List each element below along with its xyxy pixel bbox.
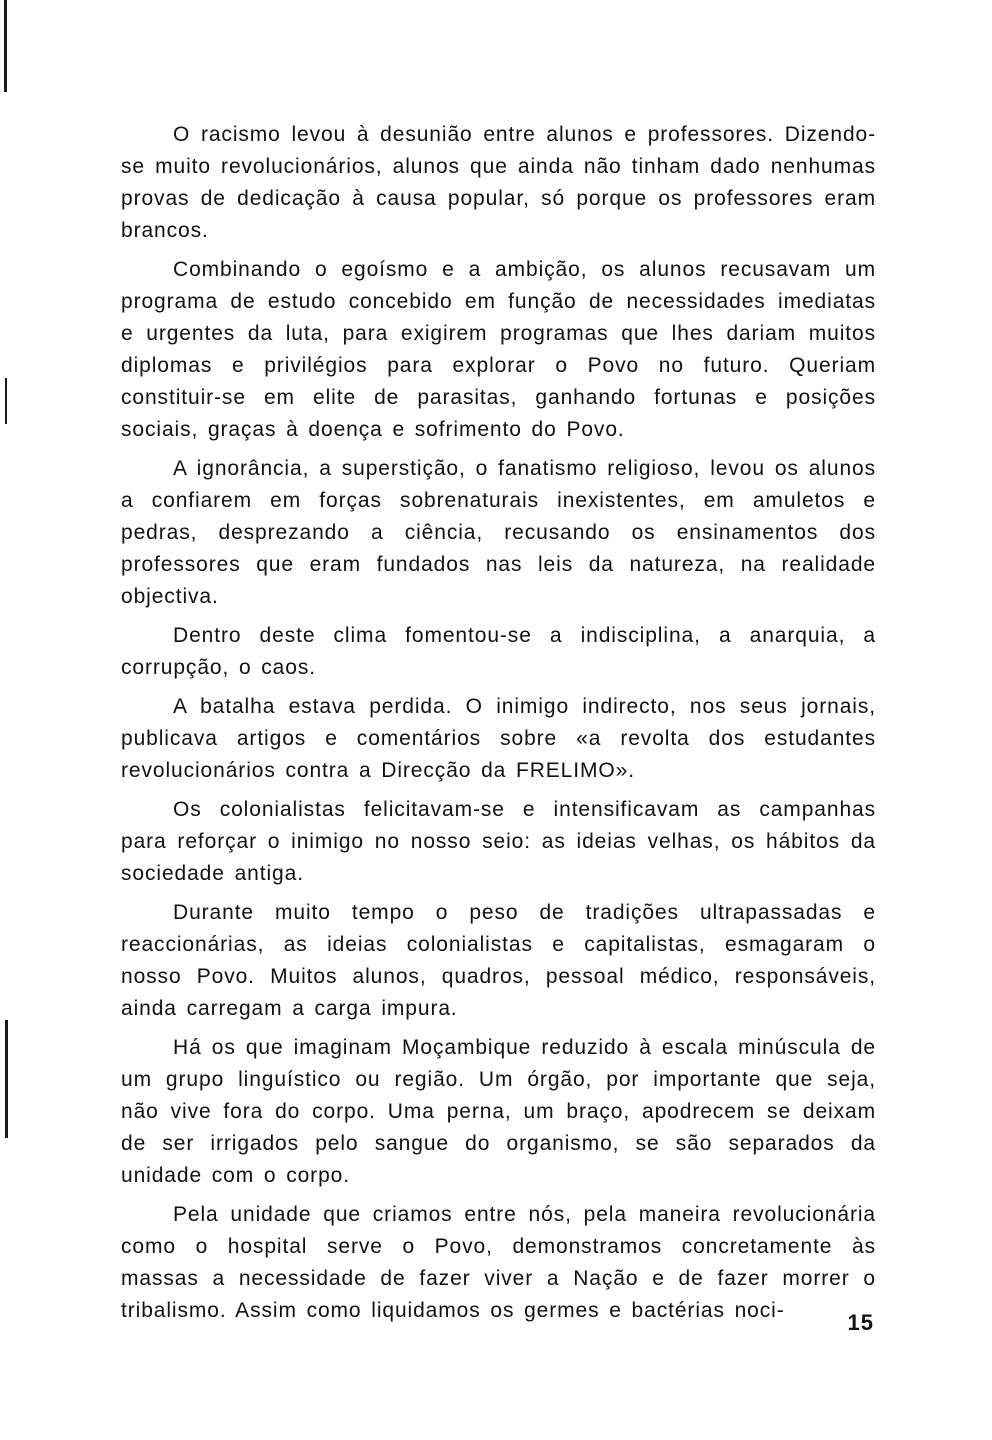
page-number: 15 (847, 1310, 874, 1335)
paragraph: Combinando o egoísmo e a ambição, os alunos recusavam um programa de estudo concebido em função de necessidades imediatas e urgentes da luta, para exigirem programas que lhes dariam muitos diplomas e privilégios para explorar o Povo no futuro. Queriam constituir-se em elite de parasitas, ganhando fortunas e posições sociais, graças à doença e sofrimento do Povo. (121, 258, 876, 441)
paragraph: A batalha estava perdida. O inimigo indirecto, nos seus jornais, publicava artigos e comentários sobre «a revolta dos estudantes revolucionários contra a Direcção da FRELIMO». (121, 695, 876, 782)
scan-margin-mark (5, 1020, 8, 1138)
scan-margin-mark (5, 378, 7, 424)
paragraph: Há os que imaginam Moçambique reduzido à escala minúscula de um grupo linguístico ou região. Um órgão, por importante que seja, não vive fora do corpo. Uma perna, um braço, apodrecem se deixam de ser irrigados pelo sangue do organismo, se são separados da unidade com o corpo. (121, 1036, 876, 1187)
paragraph: Pela unidade que criamos entre nós, pela maneira revolucionária como o hospital serve o Povo, demonstramos concretamente às massas a necessidade de fazer viver a Nação e de fazer morrer o tribalismo. Assim como liquidamos os germes e bactérias noci- (121, 1203, 876, 1322)
paragraph: A ignorância, a superstição, o fanatismo religioso, levou os alunos a confiarem em forças sobrenaturais inexistentes, em amuletos e pedras, desprezando a ciência, recusando os ensinamentos dos professores que eram fundados nas leis da natureza, na realidade objectiva. (121, 457, 876, 608)
scan-margin-mark (4, 0, 7, 92)
paragraph: Durante muito tempo o peso de tradições ultrapassadas e reaccionárias, as ideias colonialistas e capitalistas, esmagaram o nosso Povo. Muitos alunos, quadros, pessoal médico, responsáveis, ainda carregam a carga impura. (121, 901, 876, 1020)
paragraph: Dentro deste clima fomentou-se a indisciplina, a anarquia, a corrupção, o caos. (121, 624, 876, 679)
paragraph: O racismo levou à desunião entre alunos e professores. Dizendo-se muito revolucionários, alunos que ainda não tinham dado nenhumas provas de dedicação à causa popular, só porque os professores eram brancos. (121, 123, 876, 242)
body-text (121, 119, 876, 1334)
paragraph: Os colonialistas felicitavam-se e intensificavam as campanhas para reforçar o inimigo no nosso seio: as ideias velhas, os hábitos da sociedade antiga. (121, 798, 876, 885)
